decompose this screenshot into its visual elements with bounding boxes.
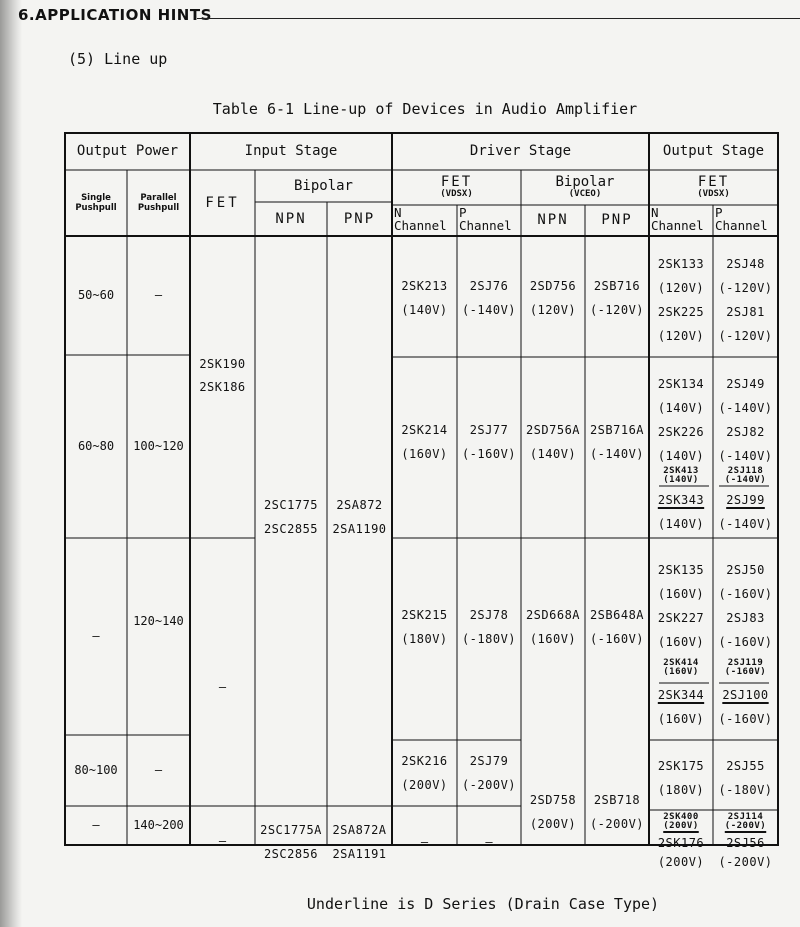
output-p-row-5: [713, 836, 778, 869]
input-fet-cell-a: [190, 357, 255, 394]
driver-npn-voltage: (160V): [529, 632, 577, 646]
driver-npn-part: 2SD756: [529, 279, 577, 293]
output-p-voltage: (-180V): [718, 783, 773, 797]
driver-n-part: 2SK215: [401, 608, 448, 622]
driver-p-row-4: [457, 754, 521, 792]
output-n-d-part: 2SK400: [663, 812, 699, 822]
output-p-part: 2SJ48: [726, 257, 765, 271]
input-bipolar-header: Bipolar: [293, 177, 353, 194]
driver-p-part: 2SJ79: [469, 754, 509, 768]
output-p-voltage: (-140V): [718, 401, 773, 415]
output-n-d-voltage: (160V): [663, 667, 699, 677]
driver-p-channel-header: P Channel: [459, 205, 512, 234]
output-n-d-part: 2SK414: [663, 658, 699, 668]
single-pushpull-header: Single Pushpull: [75, 192, 117, 213]
driver-pnp-part: 2SB648A: [589, 608, 645, 622]
driver-npn-voltage: (200V): [529, 817, 577, 831]
driver-npn-row-1: [521, 279, 585, 317]
output-n-row-3-d-series: [649, 659, 713, 677]
driver-p-part: 2SJ78: [469, 608, 509, 622]
driver-n-voltage: (140V): [401, 303, 448, 317]
driver-fet-header: [392, 170, 521, 205]
output-n-row-2-d-series: [649, 467, 713, 485]
output-p-channel-header: P Channel: [715, 205, 768, 234]
single-power-row-1: 50~60: [77, 287, 115, 302]
output-n-row-1: [649, 257, 713, 343]
driver-pnp-part: 2SB716A: [589, 423, 645, 437]
output-n-row-5-d-series: [649, 813, 713, 831]
driver-pnp-row-3: [585, 608, 649, 646]
driver-pnp-shared: [585, 793, 649, 831]
output-p-voltage: (-160V): [718, 587, 773, 601]
driver-p-voltage: (-140V): [461, 303, 517, 317]
output-n-voltage: (120V): [657, 281, 705, 295]
driver-pnp-part: 2SB716: [593, 279, 641, 293]
input-pnp-cell-a: [327, 498, 392, 536]
driver-pnp-voltage: (-160V): [589, 632, 645, 646]
output-p-row-3: [713, 563, 778, 649]
driver-n-part: 2SK213: [401, 279, 448, 293]
output-n-voltage: (160V): [657, 587, 705, 601]
output-n-channel-header: N Channel: [651, 205, 704, 234]
output-p-row-2-extra: [713, 493, 778, 531]
output-p-d-part: 2SJ118: [727, 466, 764, 476]
input-npn-part-4: 2SC2856: [263, 847, 319, 861]
output-stage-header: Output Stage: [662, 143, 765, 160]
driver-bipolar-voltage: (VCEO): [568, 189, 602, 200]
output-p-d-voltage: (-200V): [724, 821, 767, 831]
parallel-pushpull-header: Parallel Pushpull: [137, 192, 180, 213]
output-power-header: Output Power: [76, 143, 179, 160]
driver-p-part: 2SJ77: [469, 423, 509, 437]
output-fet-label: FET: [697, 174, 730, 191]
input-npn-part-3: 2SC1775A: [260, 823, 322, 837]
footnote: Underline is D Series (Drain Case Type): [306, 895, 660, 913]
output-n-voltage: (200V): [657, 855, 705, 869]
output-p-row-4: [713, 759, 778, 797]
output-p-part: 2SJ81: [726, 305, 765, 319]
driver-p-row-1: [457, 279, 521, 317]
output-p-row-2: [713, 377, 778, 463]
output-n-d-voltage: (140V): [663, 475, 699, 485]
input-fet-cell-c: —: [218, 834, 227, 849]
input-npn-header: NPN: [275, 210, 307, 227]
driver-n-part: 2SK216: [401, 754, 448, 768]
driver-pnp-part: 2SB718: [593, 793, 641, 807]
output-n-voltage: (140V): [657, 517, 705, 531]
driver-npn-header: NPN: [537, 212, 569, 229]
driver-n-part: 2SK214: [401, 423, 448, 437]
driver-fet-label: FET: [440, 174, 473, 191]
output-n-row-4: [649, 759, 713, 797]
output-p-part: 2SJ56: [726, 836, 765, 850]
output-fet-header: [649, 170, 778, 205]
output-p-part: 2SJ50: [726, 563, 765, 577]
input-pnp-part-4: 2SA1191: [332, 847, 387, 861]
input-fet-cell-b: —: [218, 680, 227, 695]
output-p-voltage: (-160V): [718, 712, 773, 726]
input-npn-cell-b: [255, 823, 327, 861]
input-npn-cell-a: [255, 498, 327, 536]
output-p-d-part: 2SJ119: [727, 658, 764, 668]
output-p-row-3-extra: [713, 688, 778, 726]
output-p-voltage: (-120V): [718, 329, 773, 343]
output-n-row-3: [649, 563, 713, 649]
input-npn-part-2: 2SC2855: [263, 522, 319, 536]
driver-p-row-2: [457, 423, 521, 461]
driver-n-row-3: [392, 608, 457, 646]
output-p-part: 2SJ49: [726, 377, 765, 391]
output-n-row-5: [649, 836, 713, 869]
output-p-d-voltage: (-160V): [724, 667, 767, 677]
output-n-part: 2SK175: [657, 759, 705, 773]
driver-bipolar-label: Bipolar: [555, 174, 615, 191]
output-p-voltage: (-120V): [718, 281, 773, 295]
output-p-part: 2SJ83: [726, 611, 765, 625]
output-n-part: 2SK135: [657, 563, 705, 577]
input-npn-part-1: 2SC1775: [263, 498, 319, 512]
output-p-d-voltage: (-140V): [724, 475, 767, 485]
input-pnp-part-1: 2SA872: [336, 498, 383, 512]
output-n-part: 2SK227: [657, 611, 705, 625]
driver-n-row-2: [392, 423, 457, 461]
driver-pnp-voltage: (-120V): [589, 303, 645, 317]
input-pnp-header: PNP: [343, 210, 376, 227]
driver-npn-part: 2SD758: [529, 793, 577, 807]
output-n-voltage: (160V): [657, 712, 705, 726]
driver-p-row-5: —: [485, 835, 493, 850]
driver-fet-voltage: (VDSX): [440, 189, 473, 200]
driver-bipolar-header: [521, 170, 649, 205]
driver-n-row-5: —: [420, 835, 429, 850]
parallel-power-row-4: —: [154, 762, 163, 777]
driver-n-row-1: [392, 279, 457, 317]
output-n-row-2-extra: [649, 493, 713, 531]
driver-stage-header: Driver Stage: [469, 143, 572, 160]
parallel-power-row-2: 100~120: [133, 438, 184, 453]
output-n-part-underlined: 2SK343: [657, 493, 705, 507]
output-n-d-voltage: (200V): [663, 821, 699, 831]
output-p-part: 2SJ82: [726, 425, 765, 439]
driver-p-voltage: (-200V): [461, 778, 517, 792]
output-p-d-part: 2SJ114: [727, 812, 764, 822]
output-p-part-underlined: 2SJ99: [726, 493, 765, 507]
driver-npn-voltage: (120V): [529, 303, 577, 317]
driver-p-voltage: (-180V): [461, 632, 517, 646]
output-p-row-3-d-series: [713, 659, 778, 677]
driver-npn-row-2: [521, 423, 585, 461]
output-p-row-1: [713, 257, 778, 343]
driver-n-voltage: (200V): [401, 778, 448, 792]
driver-pnp-row-1: [585, 279, 649, 317]
output-n-part: 2SK134: [657, 377, 705, 391]
single-power-row-5: —: [92, 817, 100, 832]
single-power-row-4: 80~100: [74, 762, 118, 777]
input-fet-part-1: 2SK190: [199, 357, 246, 371]
input-fet-part-2: 2SK186: [199, 380, 246, 394]
output-n-part-underlined: 2SK344: [657, 688, 705, 702]
input-stage-header: Input Stage: [244, 143, 338, 160]
subtitle: (5) Line up: [68, 50, 168, 68]
parallel-power-row-3: 120~140: [133, 614, 184, 629]
output-fet-voltage: (VDSX): [697, 189, 730, 200]
input-pnp-part-2: 2SA1190: [332, 522, 387, 536]
input-pnp-cell-b: [327, 823, 392, 861]
output-p-voltage: (-140V): [718, 517, 773, 531]
driver-n-voltage: (180V): [401, 632, 448, 646]
output-n-row-2: [649, 377, 713, 463]
output-n-part: 2SK176: [657, 836, 705, 850]
output-n-voltage: (140V): [657, 449, 705, 463]
output-n-d-part: 2SK413: [663, 466, 699, 476]
output-n-voltage: (180V): [657, 783, 705, 797]
driver-p-row-3: [457, 608, 521, 646]
output-p-voltage: (-140V): [718, 449, 773, 463]
driver-n-voltage: (160V): [401, 447, 448, 461]
driver-npn-part: 2SD756A: [525, 423, 581, 437]
output-n-part: 2SK225: [657, 305, 705, 319]
output-n-voltage: (140V): [657, 401, 705, 415]
driver-p-voltage: (-160V): [461, 447, 517, 461]
output-p-voltage: (-200V): [718, 855, 773, 869]
section-header: 6.APPLICATION HINTS: [18, 6, 212, 24]
output-p-row-5-d-series: [713, 813, 778, 831]
output-p-row-2-d-series: [713, 467, 778, 485]
parallel-power-row-5: 140~200: [133, 817, 184, 832]
single-power-row-3: —: [92, 628, 100, 643]
driver-npn-row-3: [521, 608, 585, 646]
output-p-part: 2SJ55: [726, 759, 765, 773]
output-n-row-3-extra: [649, 688, 713, 726]
input-pnp-part-3: 2SA872A: [332, 823, 387, 837]
driver-pnp-voltage: (-200V): [589, 817, 645, 831]
driver-n-channel-header: N Channel: [394, 205, 447, 234]
output-n-voltage: (160V): [657, 635, 705, 649]
table-title: Table 6-1 Line-up of Devices in Audio Amplifier: [212, 100, 638, 118]
output-n-part: 2SK226: [657, 425, 705, 439]
driver-npn-shared: [521, 793, 585, 831]
driver-p-part: 2SJ76: [469, 279, 509, 293]
driver-pnp-voltage: (-140V): [589, 447, 645, 461]
single-power-row-2: 60~80: [77, 438, 115, 453]
driver-npn-voltage: (140V): [529, 447, 577, 461]
driver-npn-part: 2SD668A: [525, 608, 581, 622]
output-n-part: 2SK133: [657, 257, 705, 271]
output-p-part-underlined: 2SJ100: [722, 688, 769, 702]
output-p-voltage: (-160V): [718, 635, 773, 649]
driver-pnp-header: PNP: [601, 212, 633, 229]
driver-n-row-4: [392, 754, 457, 792]
input-fet-header: FET: [205, 194, 240, 211]
output-n-voltage: (120V): [657, 329, 705, 343]
driver-pnp-row-2: [585, 423, 649, 461]
parallel-power-row-1: —: [154, 287, 163, 302]
